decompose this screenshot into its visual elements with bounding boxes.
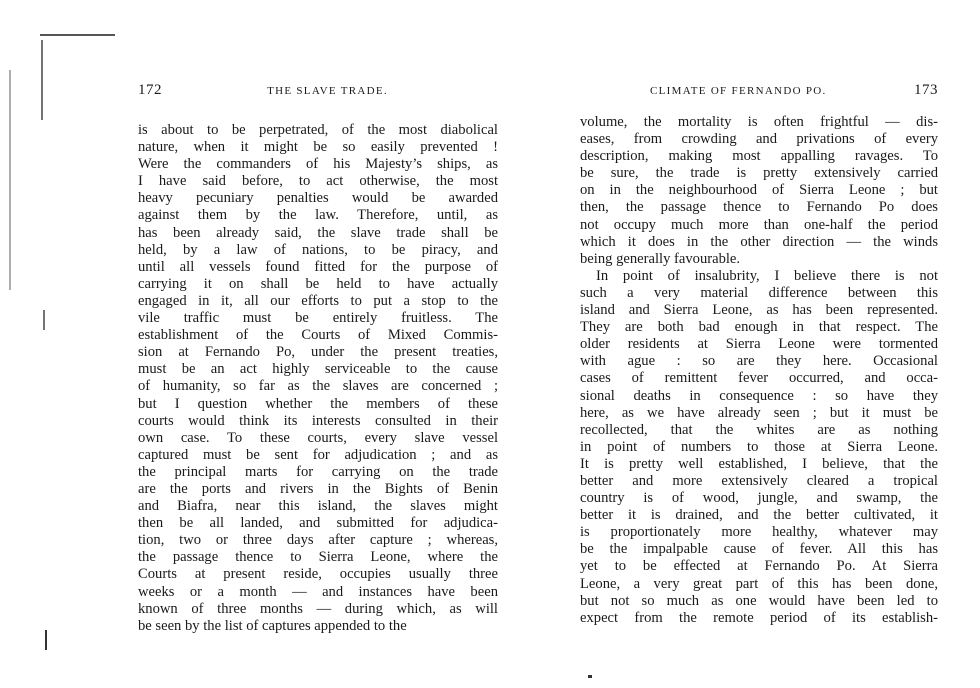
page-number: 173 (914, 82, 938, 98)
text-line: are the ports and rivers in the Bights of Benin (138, 480, 498, 497)
text-line: own case. To these courts, every slave vessel (138, 429, 498, 446)
text-line: In point of insalubrity, I believe there is not (596, 267, 938, 284)
text-line: being generally favourable. (580, 250, 741, 267)
scan-speck (588, 675, 592, 678)
text-line: against them by the law. Therefore, until, as (138, 207, 498, 224)
text-line: island and Sierra Leone, as has been represented. (580, 302, 938, 319)
running-title: CLIMATE OF FERNANDO PO. (650, 85, 827, 97)
text-line: It is pretty well established, I believe, that the (580, 455, 938, 472)
text-line: must be an act highly serviceable to the cause (138, 361, 498, 378)
text-line: volume, the mortality is often frightful — dis- (580, 114, 938, 130)
text-line: Courts at present reside, occupies usually three (138, 566, 498, 583)
text-line: on in the neighbourhood of Sierra Leone ; but (580, 182, 938, 199)
text-line: cases of remittent fever occurred, and occa- (580, 370, 938, 387)
left-page (138, 82, 498, 635)
binding-gutter-marks (0, 30, 60, 670)
text-line: description, making most appalling ravages. To (580, 148, 938, 165)
text-line: in point of numbers to those at Sierra Leone. (580, 438, 938, 455)
running-head (580, 82, 938, 104)
running-title: THE SLAVE TRADE. (267, 85, 388, 97)
text-line: known of three months — during which, as will (138, 600, 498, 617)
text-line: vile traffic must be entirely fruitless. The (138, 310, 498, 327)
text-line: weeks or a month — and instances have been (138, 583, 498, 600)
text-line: better and more extensively cleared a tropical (580, 472, 938, 489)
text-line: nature, when it might be so easily prevented ! (138, 139, 498, 156)
text-line: better it is drained, and the better cultivated, it (580, 507, 938, 524)
text-line: is about to be perpetrated, of the most diabolical (138, 122, 498, 138)
text-line: with ague : so are they here. Occasional (580, 353, 938, 370)
text-line: sional deaths in consequence : so have they (580, 387, 938, 404)
right-page (580, 82, 938, 627)
text-line: recollected, that the whites are as nothing (580, 421, 938, 438)
text-line: I have said before, to act otherwise, the most (138, 173, 498, 190)
text-line: but I question whether the members of these (138, 395, 498, 412)
text-line: heavy pecuniary penalties would be awarded (138, 190, 498, 207)
text-line: expect from the remote period of its establish- (580, 609, 938, 626)
text-line: has been already said, the slave trade shall be (138, 224, 498, 241)
text-line: be the impalpable cause of fever. All this has (580, 541, 938, 558)
text-line: such a very material difference between this (580, 284, 938, 301)
text-line: country is of wood, jungle, and swamp, the (580, 490, 938, 507)
text-line: captured must be sent for adjudication ; and as (138, 446, 498, 463)
text-line: engaged in it, all our efforts to put a stop to the (138, 292, 498, 309)
text-line: older residents at Sierra Leone were tormented (580, 336, 938, 353)
text-line: until all vessels found fitted for the purpose of (138, 258, 498, 275)
text-line: the principal marts for carrying on the trade (138, 463, 498, 480)
text-line: sion at Fernando Po, under the present treaties, (138, 344, 498, 361)
text-line: which it does in the other direction — the winds (580, 233, 938, 250)
text-line: is proportionately more healthy, whatever may (580, 524, 938, 541)
text-line: tion, two or three days after capture ; whereas, (138, 532, 498, 549)
text-line: establishment of the Courts of Mixed Commis- (138, 327, 498, 344)
page-body-text (580, 114, 938, 627)
text-line: carrying it on shall be held to have actually (138, 275, 498, 292)
text-line: eases, from crowding and privations of every (580, 131, 938, 148)
text-line: Leone, a very great part of this has been done, (580, 575, 938, 592)
text-line: Were the commanders of his Majesty’s ships, as (138, 156, 498, 173)
text-line: of humanity, so far as the slaves are concerned ; (138, 378, 498, 395)
running-head (138, 82, 498, 104)
text-line: and Biafra, near this island, the slaves might (138, 498, 498, 515)
text-line: here, as we have already seen ; but it must be (580, 404, 938, 421)
text-line: but not so much as one would have been led to (580, 592, 938, 609)
text-line: be seen by the list of captures appended to the (138, 617, 407, 634)
text-line: yet to be effected at Fernando Po. At Sierra (580, 558, 938, 575)
text-line: They are both bad enough in that respect. The (580, 319, 938, 336)
text-line: then be all landed, and submitted for adjudica- (138, 515, 498, 532)
text-line: then, the passage thence to Fernando Po does (580, 199, 938, 216)
text-line: not occupy much more than one-half the period (580, 216, 938, 233)
text-line: courts would think its interests consulted in their (138, 412, 498, 429)
text-line: held, by a law of nations, to be piracy, and (138, 241, 498, 258)
page-number: 172 (138, 82, 162, 98)
text-line: the passage thence to Sierra Leone, where the (138, 549, 498, 566)
page-body-text (138, 122, 498, 635)
text-line: be sure, the trade is pretty extensively carried (580, 165, 938, 182)
